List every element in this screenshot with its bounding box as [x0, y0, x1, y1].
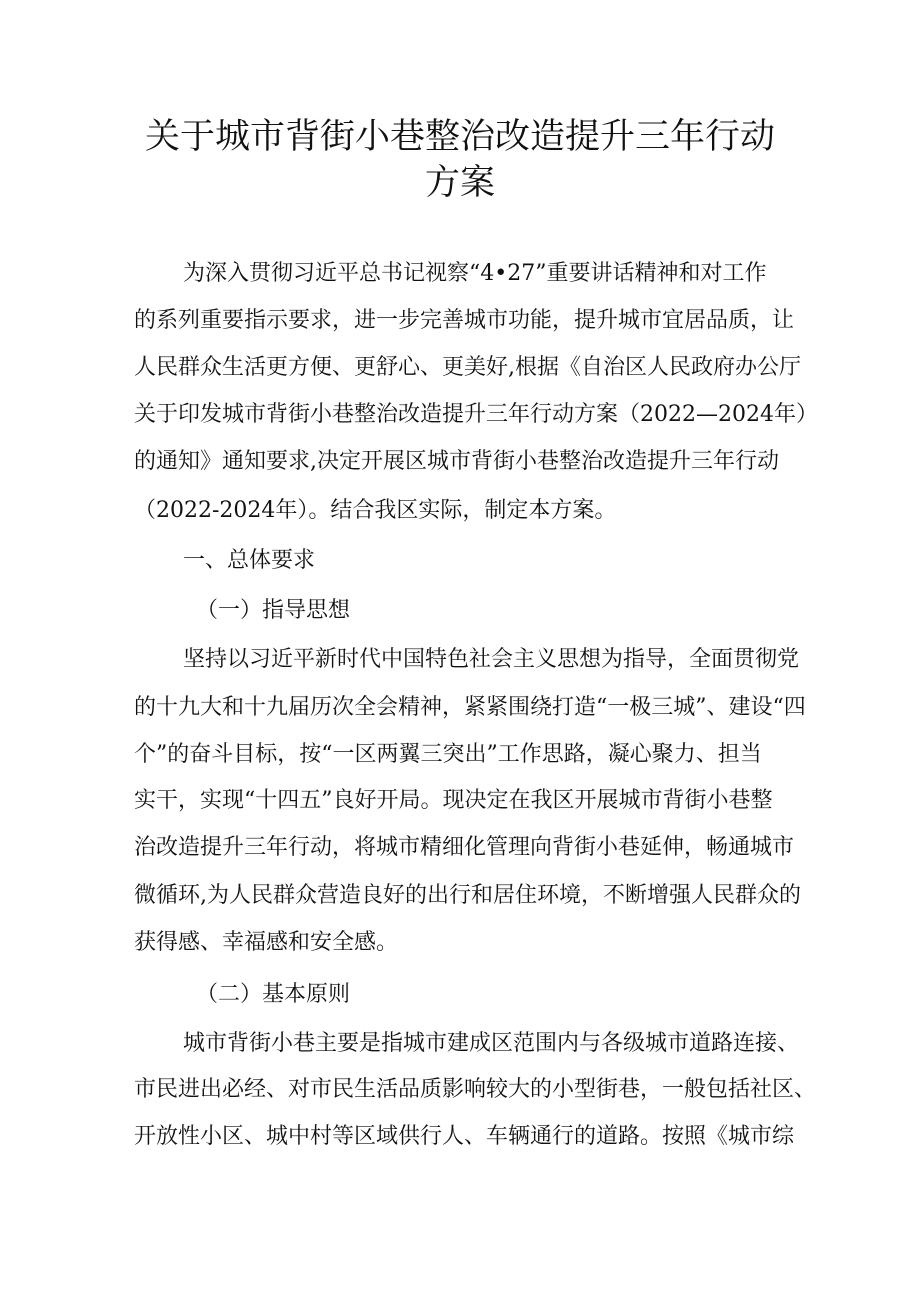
text-line: 实干，实现“十四五”良好开局。现决定在我区开展城市背街小巷整	[134, 788, 773, 813]
text-line: 获得感、幸福感和安全感。	[134, 930, 399, 955]
text-line: 开放性小区、城中村等区域供行人、车辆通行的道路。按照《城市综	[134, 1124, 795, 1149]
text-line: 治改造提升三年行动，将城市精细化管理向背街小巷延伸，畅通城市	[134, 835, 795, 860]
text-line: 为深入贯彻习近平总书记视察“4•27”重要讲话精神和对工作	[183, 261, 767, 286]
document-title-line-1: 关于城市背街小巷整治改造提升三年行动	[144, 117, 775, 157]
text-line: 个”的奋斗目标，按“一区两翼三突出”工作思路，凝心聚力、担当	[134, 742, 762, 767]
text-line: 人民群众生活更方便、更舒心、更美好,根据《自治区人民政府办公厅	[134, 355, 801, 380]
section-heading: 一、总体要求	[183, 548, 316, 573]
text-line: 城市背街小巷主要是指城市建成区范围内与各级城市道路连接、	[183, 1031, 800, 1056]
text-line: 微循环,为人民群众营造良好的出行和居住环境，不断增强人民群众的	[134, 883, 801, 908]
text-line: 关于印发城市背街小巷整治改造提升三年行动方案（2022—2024年）	[134, 402, 818, 427]
text-line: （2022-2024年）。结合我区实际，制定本方案。	[134, 498, 617, 523]
text-line: 的十九大和十九届历次全会精神，紧紧围绕打造“一极三城”、建设“四	[134, 695, 806, 720]
subsection-heading: （二）基本原则	[196, 982, 351, 1007]
text-line: 的通知》通知要求,决定开展区城市背街小巷整治改造提升三年行动	[134, 449, 779, 474]
text-line: 市民进出必经、对市民生活品质影响较大的小型街巷，一般包括社区、	[134, 1077, 817, 1102]
document-title-line-2: 方案	[424, 163, 495, 203]
subsection-heading: （一）指导思想	[196, 598, 351, 623]
text-line: 坚持以习近平新时代中国特色社会主义思想为指导，全面贯彻党	[183, 647, 800, 672]
text-line: 的系列重要指示要求，进一步完善城市功能，提升城市宜居品质，让	[134, 308, 795, 333]
